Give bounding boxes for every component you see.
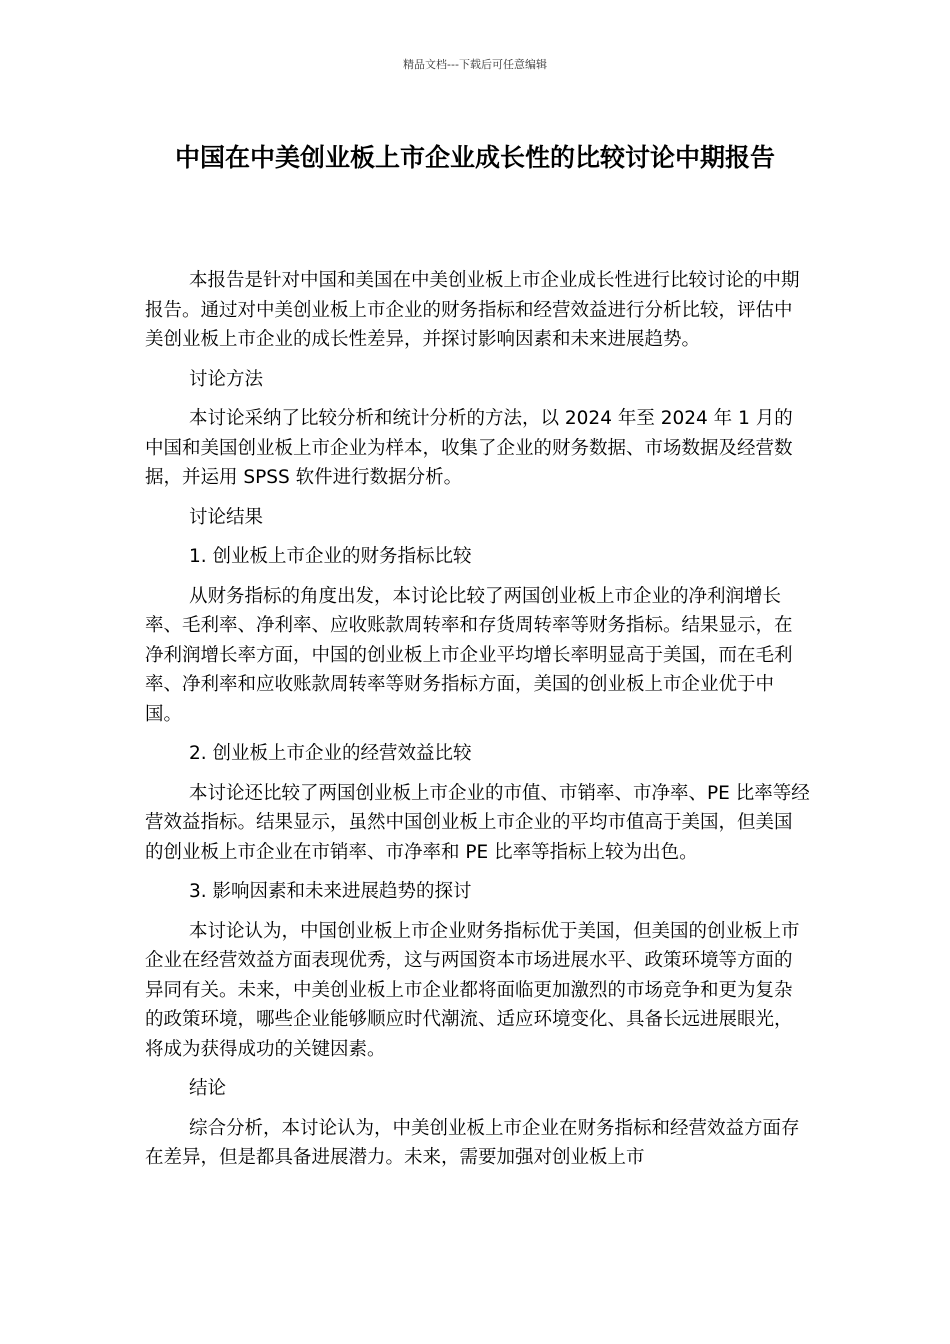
conclusion-paragraph: 综合分析，本讨论认为，中美创业板上市企业在财务指标和经营效益方面存在差异，但是都具备进展潜力。未来，需要加强对创业板上市 bbox=[145, 1117, 800, 1168]
methods-paragraph: 本讨论采纳了比较分析和统计分析的方法，以 2024 年至 2024 年 1 月的中国和美国创业板上市企业为样本，收集了企业的财务数据、市场数据及经营数据，并运用 SPSS 软件进行数据分析。 bbox=[145, 408, 793, 488]
document-body bbox=[145, 266, 810, 1183]
section-heading-results: 讨论结果 bbox=[189, 506, 264, 528]
section-heading-methods: 讨论方法 bbox=[189, 368, 264, 390]
subheading-factors-trends: 3. 影响因素和未来进展趋势的探讨 bbox=[189, 881, 472, 902]
header-note: 精品文档---下载后可任意编辑 bbox=[403, 58, 547, 71]
document-title: 中国在中美创业板上市企业成长性的比较讨论中期报告 bbox=[174, 143, 775, 172]
operating-efficiency-paragraph: 本讨论还比较了两国创业板上市企业的市值、市销率、市净率、PE 比率等经营效益指标。结果显示，虽然中国创业板上市企业的平均市值高于美国，但美国的创业板上市企业在市销率、市净率和 PE 比率等指标上较为出色。 bbox=[145, 782, 810, 863]
financial-indicators-paragraph: 从财务指标的角度出发，本讨论比较了两国创业板上市企业的净利润增长率、毛利率、净利率、应收账款周转率和存货周转率等财务指标。结果显示，在净利润增长率方面，中国的创业板上市企业平均增长率明显高于美国，而在毛利率、净利率和应收账款周转率等财务指标方面，美国的创业板上市企业优于中国。 bbox=[145, 585, 793, 725]
subheading-operating-efficiency: 2. 创业板上市企业的经营效益比较 bbox=[189, 743, 472, 764]
section-heading-conclusion: 结论 bbox=[189, 1078, 227, 1099]
factors-trends-paragraph: 本讨论认为，中国创业板上市企业财务指标优于美国，但美国的创业板上市企业在经营效益方面表现优秀，这与两国资本市场进展水平、政策环境等方面的异同有关。未来，中美创业板上市企业都将面临更加激烈的市场竞争和更为复杂的政策环境，哪些企业能够顺应时代潮流、适应环境变化、具备长远进展眼光，将成为获得成功的关键因素。 bbox=[145, 920, 800, 1060]
subheading-financial-indicators: 1. 创业板上市企业的财务指标比较 bbox=[189, 546, 472, 567]
intro-paragraph: 本报告是针对中国和美国在中美创业板上市企业成长性进行比较讨论的中期报告。通过对中美创业板上市企业的财务指标和经营效益进行分析比较，评估中美创业板上市企业的成长性差异，并探讨影响因素和未来进展趋势。 bbox=[145, 270, 800, 350]
